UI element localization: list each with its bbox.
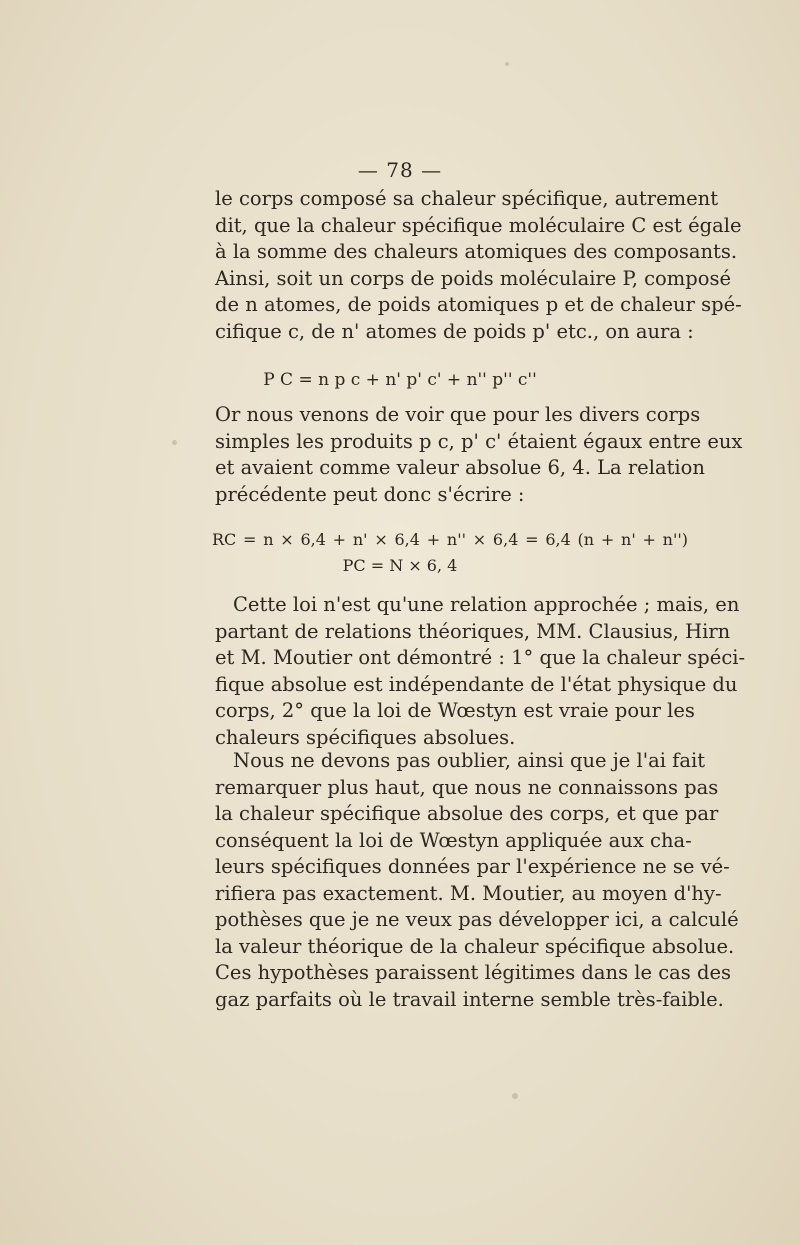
text-line: Cette loi n'est qu'une relation approchée ; mais, en (233, 593, 740, 616)
text-line: à la somme des chaleurs atomiques des composants. (215, 240, 738, 263)
text-line: fique absolue est indépendante de l'état physique du (215, 672, 738, 696)
text-line: précédente peut donc s'écrire : (215, 482, 525, 506)
text-line: de n atomes, de poids atomiques p et de chaleur spé- (215, 293, 742, 316)
text-line: et M. Moutier ont démontré : 1° que la chaleur spéci- (215, 646, 746, 669)
paragraph-3 (215, 592, 746, 751)
text-line: corps, 2° que la loi de Wœstyn est vraie pour les (215, 699, 695, 722)
paragraph-1 (215, 186, 742, 345)
text-line: Ces hypothèses paraissent légitimes dans le cas des (215, 961, 732, 984)
text-line: leurs spécifiques données par l'expérience ne se vé- (215, 855, 730, 878)
text-line: la valeur théorique de la chaleur spécifique absolue. (215, 934, 735, 958)
paragraph-4 (215, 748, 739, 1013)
text-line: la chaleur spécifique absolue des corps, et que par (215, 802, 719, 825)
formula-expanded: RC = n × 6,4 + n' × 6,4 + n'' × 6,4 = 6,4 (n + n' + n'') (212, 530, 688, 549)
paragraph-2 (215, 402, 743, 508)
text-line: rifiera pas exactement. M. Moutier, au moyen d'hy- (215, 881, 722, 905)
text-line: dit, que la chaleur spécifique moléculaire C est égale (215, 213, 742, 237)
text-line: gaz parfaits où le travail interne semble très-faible. (215, 987, 724, 1011)
text-line: Nous ne devons pas oublier, ainsi que je l'ai fait (233, 749, 706, 772)
text-line: chaleurs spécifiques absolues. (215, 725, 516, 749)
page-number: — 78 — (357, 158, 443, 182)
text-line: et avaient comme valeur absolue 6, 4. La relation (215, 456, 705, 479)
text-line: pothèses que je ne veux pas développer ici, a calculé (215, 908, 739, 931)
text-line: simples les produits p c, p' c' étaient égaux entre eux (215, 429, 743, 453)
formula-simplified: PC = N × 6, 4 (342, 556, 458, 575)
paper-speck (512, 1093, 518, 1099)
text-line: cifique c, de n' atomes de poids p' etc., on aura : (215, 319, 694, 343)
text-line: partant de relations théoriques, MM. Clausius, Hirn (215, 619, 731, 643)
text-line: remarquer plus haut, que nous ne connaissons pas (215, 775, 719, 799)
text-line: Or nous venons de voir que pour les divers corps (215, 403, 701, 426)
text-line: le corps composé sa chaleur spécifique, autrement (215, 187, 719, 210)
text-line: Ainsi, soit un corps de poids moléculaire P, composé (215, 266, 732, 290)
text-line: conséquent la loi de Wœstyn appliquée aux cha- (215, 828, 692, 852)
formula-molecular-heat: P C = n p c + n' p' c' + n'' p'' c'' (263, 370, 537, 390)
paper-speck (172, 440, 177, 445)
paper-speck (505, 62, 509, 66)
